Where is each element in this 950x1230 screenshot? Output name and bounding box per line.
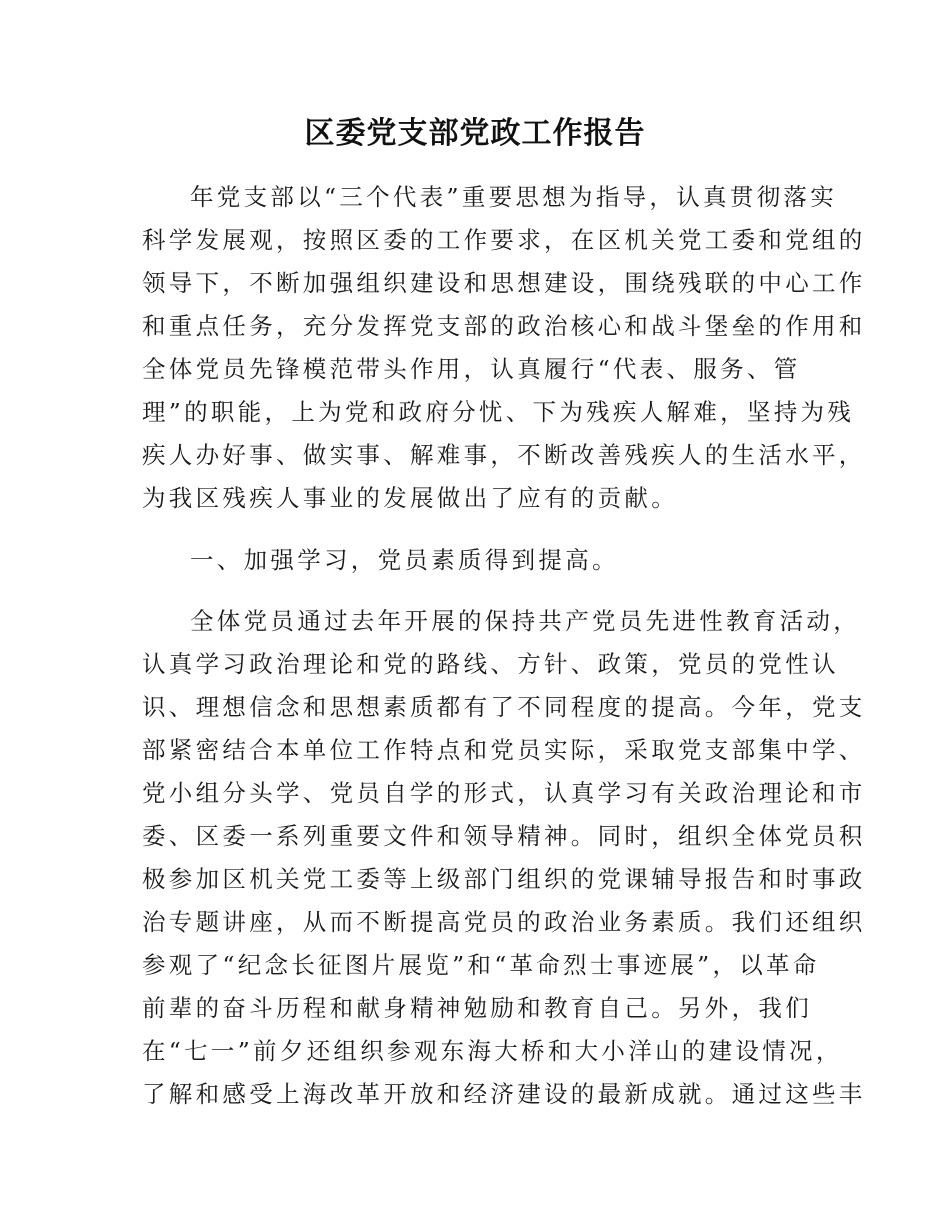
paragraph-2-line-3: 识、理想信念和思想素质都有了不同程度的提高。今年，党支 bbox=[142, 693, 866, 721]
paragraph-1-line-2: 科学发展观，按照区委的工作要求，在区机关党工委和党组的 bbox=[142, 226, 866, 254]
paragraph-2-line-2: 认真学习政治理论和党的路线、方针、政策，党员的党性认 bbox=[142, 650, 839, 678]
paragraph-2-line-6: 委、区委一系列重要文件和领导精神。同时，组织全体党员积 bbox=[142, 822, 866, 850]
section-heading-1: 一、加强学习，党员素质得到提高。 bbox=[190, 546, 619, 574]
document-title: 区委党支部党政工作报告 bbox=[304, 116, 646, 151]
paragraph-2-line-11: 在“七一”前夕还组织参观东海大桥和大小洋山的建设情况， bbox=[142, 1037, 843, 1065]
paragraph-1-line-8: 为我区残疾人事业的发展做出了应有的贡献。 bbox=[142, 484, 678, 512]
paragraph-2-line-10: 前辈的奋斗历程和献身精神勉励和教育自己。另外，我们 bbox=[142, 994, 812, 1022]
paragraph-2-line-4: 部紧密结合本单位工作特点和党员实际，采取党支部集中学、 bbox=[142, 736, 866, 764]
paragraph-2-line-12: 了解和感受上海改革开放和经济建设的最新成就。通过这些丰 bbox=[142, 1080, 866, 1108]
paragraph-2-line-7: 极参加区机关党工委等上级部门组织的党课辅导报告和时事政 bbox=[142, 865, 866, 893]
paragraph-1-line-7: 疾人办好事、做实事、解难事，不断改善残疾人的生活水平， bbox=[142, 441, 866, 469]
paragraph-2-line-9: 参观了“纪念长征图片展览”和“革命烈士事迹展”，以革命 bbox=[142, 951, 820, 979]
paragraph-2-line-8: 治专题讲座，从而不断提高党员的政治业务素质。我们还组织 bbox=[142, 908, 866, 936]
paragraph-2-line-5: 党小组分头学、党员自学的形式，认真学习有关政治理论和市 bbox=[142, 779, 866, 807]
paragraph-1-line-5: 全体党员先锋模范带头作用，认真履行“代表、服务、管 bbox=[142, 355, 801, 383]
paragraph-1-line-1: 年党支部以“三个代表”重要思想为指导，认真贯彻落实 bbox=[190, 183, 838, 211]
paragraph-2-line-1: 全体党员通过去年开展的保持共产党员先进性教育活动， bbox=[190, 607, 860, 635]
paragraph-1-line-6: 理”的职能，上为党和政府分忧、下为残疾人解难，坚持为残 bbox=[142, 398, 855, 426]
paragraph-1-line-4: 和重点任务，充分发挥党支部的政治核心和战斗堡垒的作用和 bbox=[142, 312, 866, 340]
paragraph-1-line-3: 领导下，不断加强组织建设和思想建设，围绕残联的中心工作 bbox=[142, 269, 866, 297]
